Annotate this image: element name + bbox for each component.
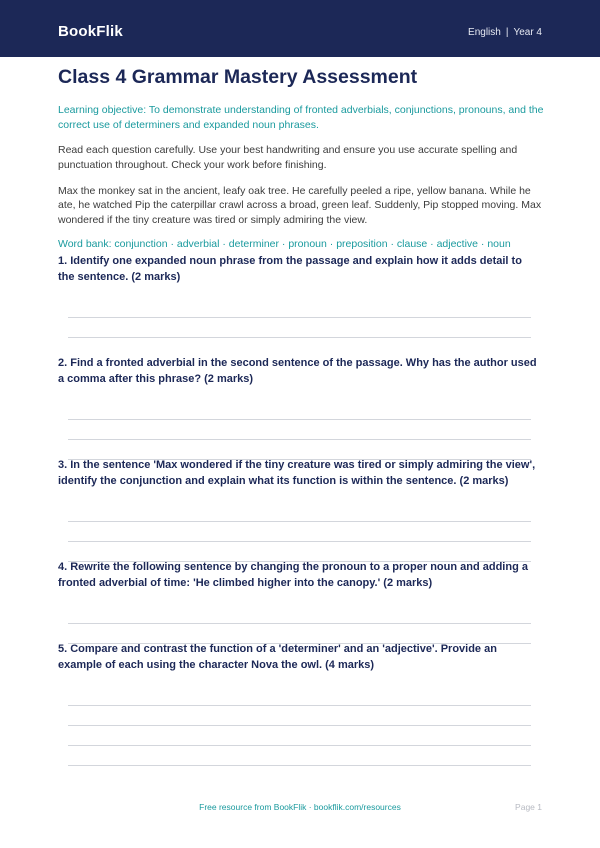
learning-objective: Learning objective: To demonstrate understanding of fronted adverbials, conjunctions, pronouns, and the correct use of determiners and expanded noun phrases.	[58, 104, 544, 131]
answer-line[interactable]	[68, 337, 531, 338]
page-title: Class 4 Grammar Mastery Assessment	[58, 66, 418, 88]
answer-line[interactable]	[68, 765, 531, 766]
question-5: 5. Compare and contrast the function of a 'determiner' and an 'adjective'. Provide an example of each using the character Nova the owl. (4 marks)	[58, 643, 497, 671]
brand-logo-text: BookFlik	[58, 23, 123, 40]
answer-line[interactable]	[68, 705, 531, 706]
reading-passage: Max the monkey sat in the ancient, leafy oak tree. He carefully peeled a ripe, yellow banana. While he ate, he watched Pip the caterpillar crawl across a broad, green leaf. Suddenly, Pip stopped moving. Max wondered if the tiny creature was tired or simply admiring the view.	[58, 184, 542, 227]
intro-section	[58, 66, 544, 250]
instructions-text: Read each question carefully. Use your best handwriting and ensure you use accurate spelling and punctuation throughout. Check your work before finishing.	[58, 143, 518, 171]
answer-line[interactable]	[68, 317, 531, 318]
page-header	[0, 0, 600, 57]
footer-credit: Free resource from BookFlik · bookflik.com/resources	[199, 802, 401, 812]
answer-line[interactable]	[68, 623, 531, 624]
subject-label: English	[468, 27, 501, 38]
word-bank: Word bank: conjunction · adverbial · determiner · pronoun · preposition · clause · adjective · noun	[58, 238, 511, 251]
answer-line[interactable]	[68, 521, 531, 522]
question-4: 4. Rewrite the following sentence by changing the pronoun to a proper noun and adding a fronted adverbial of time: 'He climbed higher into the canopy.' (2 marks)	[58, 561, 528, 589]
question-2: 2. Find a fronted adverbial in the second sentence of the passage. Why has the author used a comma after this phrase? (2 marks)	[58, 357, 537, 385]
subject-year-label	[468, 27, 542, 38]
answer-line[interactable]	[68, 439, 531, 440]
answer-line[interactable]	[68, 541, 531, 542]
question-3: 3. In the sentence 'Max wondered if the tiny creature was tired or simply admiring the view', identify the conjunction and explain what its function is within the sentence. (2 marks)	[58, 459, 536, 487]
page-number: Page 1	[515, 802, 542, 812]
year-label: Year 4	[513, 27, 542, 38]
question-1: 1. Identify one expanded noun phrase from the passage and explain how it adds detail to the sentence. (2 marks)	[58, 255, 522, 283]
answer-line[interactable]	[68, 725, 531, 726]
answer-line[interactable]	[68, 745, 531, 746]
answer-line[interactable]	[68, 419, 531, 420]
subject-separator: |	[505, 27, 509, 38]
